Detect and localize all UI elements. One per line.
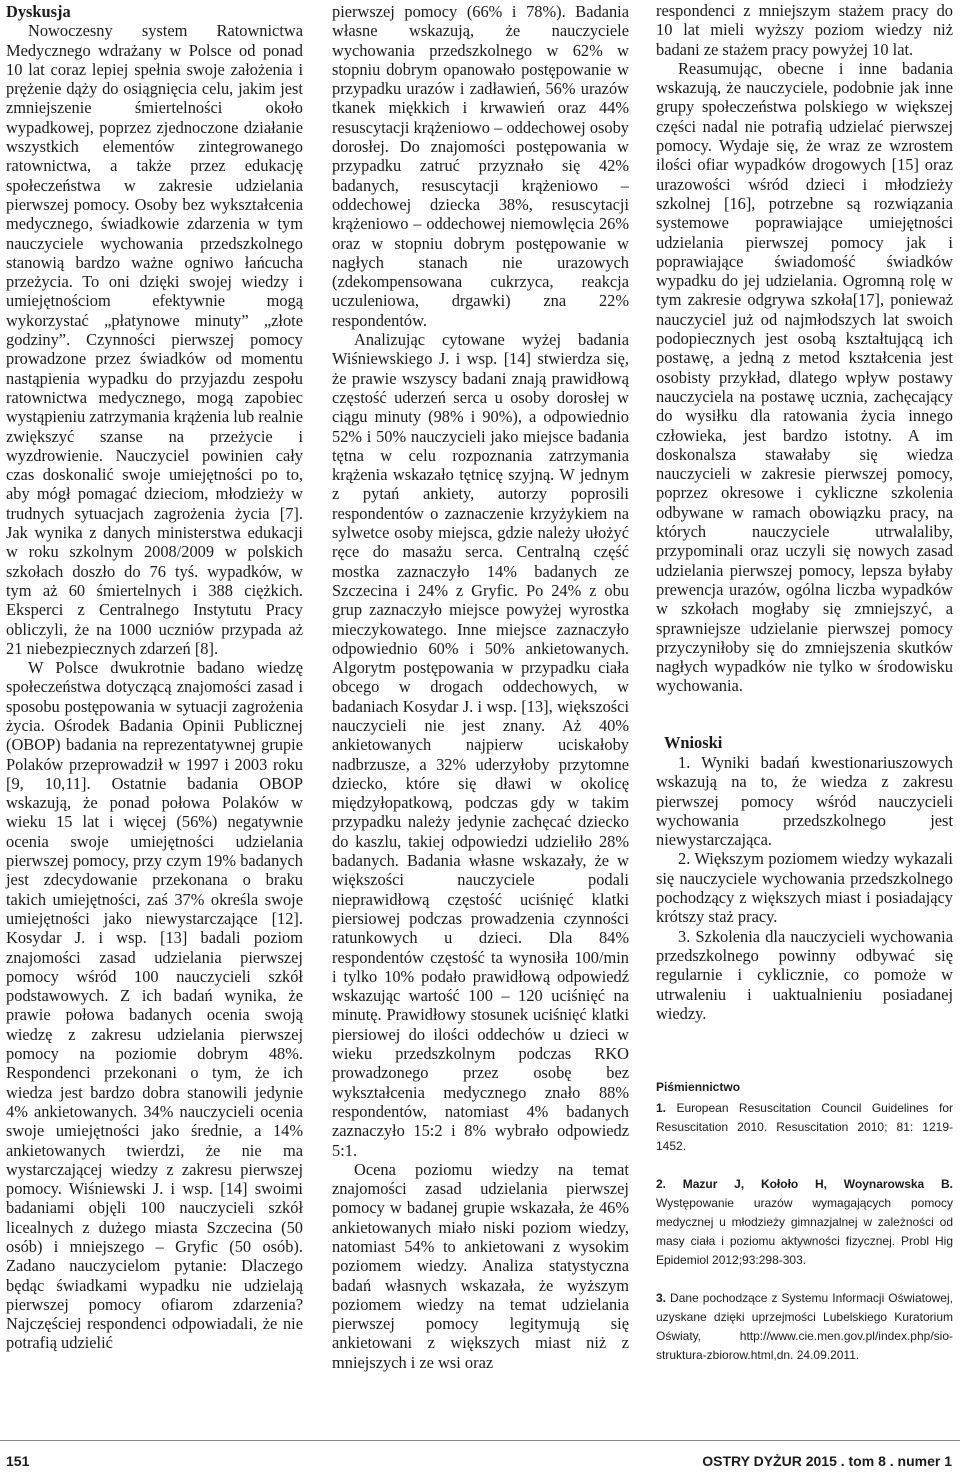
conclusion-item: 3. Szkolenia dla nauczycieli wychowania przedszkolnego powinny odbywać się regularnie i cyklicznie, co pomoże w utrwaleniu i uaktualnieniu posiadanej wiedzy. (656, 926, 953, 1023)
references-heading: Piśmiennictwo (656, 1080, 741, 1095)
paragraph: Nowoczesny system Ratownictwa Medycznego wdrażany w Polsce od ponad 10 lat coraz lepiej spełnia swoje założenia i prężenie dąży do osiągnięcia celu, jakim jest zmniejszenie śmiertelności około wypadkowej, poprzez zjednoczone działanie wszystkich elementów zintegrowanego ratownictwa, a także przez edukację społeczeństwa w zakresie udzielania pierwszej pomocy. Osoby bez wykształcenia medycznego, świadkowie zdarzenia w tym nauczyciele wychowania przedszkolnego stanowią bardzo ważne ogniwo łańcucha przeżycia. To oni dzięki swojej wiedzy i umiejętnościom efektywnie mogą wykorzystać „płatynowe minuty” „złote godziny”. Czynności pierwszej pomocy prowadzone przez świadków od momentu nastąpienia wypadku do przyjazdu zespołu ratownictwa medycznego, mogą zapobiec wystąpieniu zatrzymania krążenia lub realnie zwiększyć szanse na przeżycie i wyzdrowienie. Nauczyciel powinien cały czas doskonalić swoje umiejętności po to, aby mógł pomagać dzieciom, młodzieży w trudnych sytuacjach zagrożenia życia [7]. Jak wynika z danych ministerstwa edukacji w roku szkolnym 2008/2009 w polskich szkołach doszło do 76 tyś. wypadków, w tym aż 60 śmiertelnych i 388 ciężkich. Eksperci z Centralnego Instytutu Pracy obliczyli, że na 1000 uczniów przypada aż 21 niebezpiecznych zdarzeń [8]. (6, 21, 303, 658)
column-2 (332, 2, 629, 1372)
reference-text: Występowanie urazów wymagających pomocy medycznej u młodzieży gimnazjalnej w zależności od masy ciała i poziomu aktywności fizycznej. Probl Hig Epidemiol 2012;93:298-303. (656, 1196, 953, 1268)
section-heading-conclusions: Wnioski (664, 732, 723, 752)
paragraph: respondenci z mniejszym stażem pracy do 10 lat mieli wyższy poziom wiedzy niż badani ze stażem pracy powyżej 10 lat. (656, 1, 953, 59)
reference-item (656, 1099, 953, 1156)
reference-number: 1. (656, 1101, 667, 1116)
conclusion-item: 1. Wyniki badań kwestionariuszowych wskazują na to, że wiedza z zakresu pierwszej pomocy wśród nauczycieli wychowania przedszkolnego jest niewystarczająca. (656, 752, 953, 850)
reference-text: Dane pochodzące z Systemu Informacji Oświatowej, uzyskane dzięki uprzejmości Lubelskiego Kuratorium Oświaty, http://www.cie.men.gov.pl/index.php/sio-struktura-zbiorow.html,dn. 24.09.2011. (656, 1291, 953, 1363)
paragraph: Analizując cytowane wyżej badania Wiśniewskiego J. i wsp. [14] stwierdza się, że prawie wszyscy badani znają prawidłową częstość uderzeń serca u osoby dorosłej w ciągu minuty (98% i 90%), a odpowiednio 52% i 50% nauczycieli jako miejsce badania tętna w celu rozpoznania zatrzymania krążenia wskazało tętnicę szyjną. W jednym z pytań ankiety, autorzy poprosili respondentów o zaznaczenie krzyżykiem na sylwetce osoby miejsca, gdzie należy ułożyć ręce do masażu serca. Centralną część mostka zaznaczyło 14% badanych ze Szczecina i 24% z Gryfic. Po 24% z obu grup zaznaczyło miejsce powyżej wyrostka mieczykowatego. Inne miejsce zaznaczyło odpowiednio 60% i 50% ankietowanych. Algorytm postępowania w przypadku ciała obcego w drogach oddechowych, w badaniach Kosydar J. i wsp. [13], większości nauczycieli nie jest znany. Aż 40% ankietowanych najpierw uciskałoby nadbrzusze, a 32% uderzyłoby przytomne dziecko, które się dławi w okolicę międzyłopatkową, podczas gdy w takim przypadku należy jedynie zachęcać dziecko do kaszlu, takiej odpowiedzi udzieliło 28% badanych. Badania własne wskazały, że w większości nauczyciele podali nieprawidłową częstość uciśnięć klatki piersiowej podczas prowadzenia czynności ratunkowych u dzieci. Dla 84% respondentów częstość ta wynosiła 100/min i tylko 10% podało prawidłową odpowiedź wskazując wartość 100 – 120 uciśnięć na minutę. Prawidłowy stosunek uciśnięć klatki piersiowej do ilości oddechów u dzieci w wieku przedszkolnym podczas RKO prowadzonego przez osobę bez wykształcenia medycznego znało 88% respondentów, natomiast 4% badanych zaznaczyło 15:2 i 8% wybrało odpowiedz 5:1. (332, 330, 629, 1160)
paragraph: W Polsce dwukrotnie badano wiedzę społeczeństwa dotyczącą znajomości zasad i sposobu postępowania w sytuacji zagrożenia życia. Ośrodek Badania Opinii Publicznej (OBOP) badania na reprezentatywnej grupie Polaków przeprowadził w 1997 i 2003 roku [9, 10,11]. Ostatnie badania OBOP wskazują, że ponad połowa Polaków w wieku 15 lat i więcej (56%) negatywnie ocenia swoje umiejętności udzielania pierwszej pomocy, przy czym 19% badanych jest zdecydowanie przekonana o braku takich umiejętności, zaś 37% określa swoje umiejętności jako niewystarczające [12]. Kosydar J. i wsp. [13] badali poziom znajomości zasad udzielania pierwszej pomocy wśród 100 nauczycieli szkół podstawowych. Z ich badań wynika, że prawie połowa badanych ocenia swoją wiedzę z zakresu udzielania pierwszej pomocy na poziomie dobrym 48%. Respondenci przekonani o tym, że ich wiedza jest bardzo dobra stanowili jedynie 4% ankietowanych. 34% nauczycieli ocenia swoje umiejętności jako średnie, a 14% ankietowanych twierdzi, że nie ma wystarczającej wiedzy z zakresu pierwszej pomocy. Wiśniewski J. i wsp. [14] swoimi badaniami objęli 100 nauczycieli szkół licealnych z dużego miasta Szczecina (50 osób) i mniejszego – Gryfic (50 osób). Zadano nauczycielom pytanie: Dlaczego będąc świadkami wypadku nie udzielają pierwszej pomocy ofiarom zdarzenia? Najczęściej respondenci odpowiadali, że nie potrafią udzielić (6, 658, 303, 1353)
footer-divider (0, 1440, 960, 1441)
journal-footer: OSTRY DYŻUR 2015 . tom 8 . numer 1 (702, 1453, 952, 1469)
paragraph: pierwszej pomocy (66% i 78%). Badania własne wskazują, że nauczyciele wychowania przedszkolnego w 62% w stopniu dobrym opanowało postępowanie w przypadku urazów i zadławień, 56% urazów tkanek miękkich i krwawień oraz 44% resuscytacji krążeniowo – oddechowej osoby dorosłej. Do znajomości postępowania w przypadku zatruć przyznało się 42% badanych, resuscytacji krążeniowo – oddechowej dziecka 38%, resuscytacji krążeniowo – oddechowej niemowlęcia 26% oraz w stopniu dobrym postępowanie w nagłych stanach nie urazowych (zdekompensowana cukrzyca, reakcja uczuleniowa, drgawki) zna 22% respondentów. (332, 2, 629, 330)
page-number: 151 (6, 1453, 30, 1469)
reference-item (656, 1175, 953, 1270)
conclusion-item: 2. Większym poziomem wiedzy wykazali się nauczyciele wychowania przedszkolnego pochodzący z większych miast i posiadający krótszy staż pracy. (656, 849, 953, 927)
reference-number: 3. (656, 1291, 667, 1306)
reference-item (656, 1289, 953, 1365)
paragraph: Reasumując, obecne i inne badania wskazują, że nauczyciele, podobnie jak inne grupy społeczeństwa polskiego w większej części nadal nie potrafią udzielać pierwszej pomocy. Wydaje się, że wraz ze wzrostem ilości ofiar wypadków drogowych [15] oraz urazowości wśród dzieci i młodzieży szkolnej [16], potrzebne są rozwiązania systemowe poprawiające umiejętności udzielania pierwszej pomocy jak i poprawiające świadomość świadków wypadku do jej udzielania. Ogromną rolę w tym zakresie odgrywa szkoła[17], ponieważ nauczyciel już od najmłodszych lat swoich podopiecznych jest osobą kształtującą ich postawę, a jedną z metod kształcenia jest osobisty przykład, dlatego wpływ postawy nauczyciela na postawę ucznia, zachęcający do wysiłku dla ratowania życia innego człowieka, jest bardzo istotny. A im doskonalsza stawałaby się wiedza nauczycieli w zakresie pierwszej pomocy, poprzez okresowe i cykliczne szkolenia odbywane w ramach obowiązku pracy, na których nauczyciele utrwalaliby, przypominali oraz uczyli się nowych zasad udzielania pierwszej pomocy, lepsza byłaby prewencja urazów, ogólna liczba wypadków w szkołach mogłaby się zmniejszyć, a sprawniejsze udzielanie pierwszej pomocy przyczyniłoby się do zmniejszenia skutków nagłych wypadków nie tylko w środowisku wychowania. (656, 58, 953, 696)
reference-authors: Mazur J, Kołoło H, Woynarowska B. (682, 1177, 953, 1192)
reference-text: European Resuscitation Council Guidelines for Resuscitation 2010. Resuscitation 2010; 81: 1219-1452. (656, 1101, 953, 1154)
column-1 (6, 2, 303, 1353)
column-3 (656, 1, 953, 1365)
paragraph: Ocena poziomu wiedzy na temat znajomości zasad udzielania pierwszej pomocy w badanej grupie wskazała, że 46% ankietowanych miało niski poziom wiedzy, natomiast 54% to ankietowani z wysokim poziomem wiedzy. Analiza statystyczna badań własnych wskazała, że wyższym poziomem wiedzy na temat udzielania pierwszej pomocy legitymują się ankietowani z większych miast niż z mniejszych i ze wsi oraz (332, 1159, 629, 1372)
reference-number: 2. (656, 1177, 667, 1192)
section-heading-discussion: Dyskusja (6, 2, 71, 21)
